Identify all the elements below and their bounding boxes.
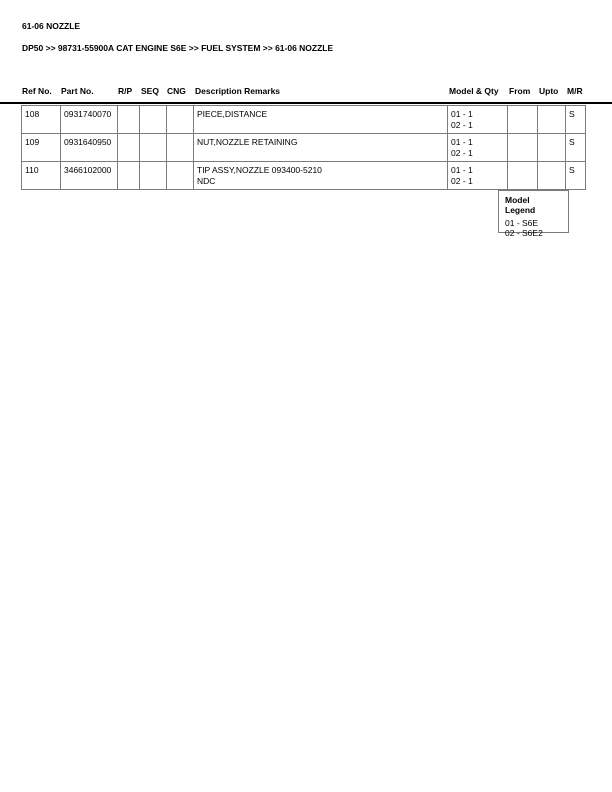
rp-cell (118, 106, 140, 134)
mr-cell: S (566, 162, 586, 190)
model-qty-line: 02 - 1 (451, 176, 473, 186)
model-legend-item: 02 - S6E2 (505, 228, 543, 238)
header-part-no: Part No. (61, 86, 94, 96)
header-seq: SEQ (141, 86, 159, 96)
ref-no-cell: 110 (22, 162, 61, 190)
seq-cell (140, 106, 167, 134)
table-row (22, 106, 586, 134)
header-from: From (509, 86, 531, 96)
from-cell (508, 106, 538, 134)
header-ref-no: Ref No. (22, 86, 52, 96)
description-line: NUT,NOZZLE RETAINING (197, 137, 298, 147)
mr-cell: S (566, 134, 586, 162)
model-qty-line: 01 - 1 (451, 109, 473, 119)
model-legend-title: Model Legend (505, 195, 536, 215)
header-divider (0, 102, 612, 104)
model-qty-line: 01 - 1 (451, 137, 473, 147)
model-qty-line: 01 - 1 (451, 165, 473, 175)
header-rp: R/P (118, 86, 133, 96)
header-description: Description Remarks (195, 86, 281, 96)
page-title: 61-06 NOZZLE (22, 21, 81, 31)
description-cell (194, 134, 448, 162)
model-qty-cell (448, 106, 508, 134)
cng-cell (167, 162, 194, 190)
header-upto: Upto (539, 86, 559, 96)
cng-cell (167, 106, 194, 134)
part-no-cell[interactable]: 3466102000 (61, 162, 118, 190)
header-mr: M/R (567, 86, 583, 96)
seq-cell (140, 134, 167, 162)
model-qty-line: 02 - 1 (451, 120, 473, 130)
model-qty-cell (448, 134, 508, 162)
mr-cell: S (566, 106, 586, 134)
model-legend-item: 01 - S6E (505, 218, 539, 228)
description-line: TIP ASSY,NOZZLE 093400-5210 (197, 165, 322, 175)
model-legend (498, 190, 569, 238)
parts-table (21, 105, 586, 190)
description-cell (194, 106, 448, 134)
rp-cell (118, 162, 140, 190)
ref-no-cell: 108 (22, 106, 61, 134)
part-no-cell[interactable]: 0931740070 (61, 106, 118, 134)
header-model-qty: Model & Qty (449, 86, 499, 96)
seq-cell (140, 162, 167, 190)
upto-cell (538, 106, 566, 134)
cng-cell (167, 134, 194, 162)
table-row (22, 162, 586, 190)
description-line: NDC (197, 176, 216, 186)
description-line: PIECE,DISTANCE (197, 109, 268, 119)
table-header (0, 86, 612, 102)
from-cell (508, 162, 538, 190)
from-cell (508, 134, 538, 162)
header-cng: CNG (167, 86, 186, 96)
ref-no-cell: 109 (22, 134, 61, 162)
upto-cell (538, 162, 566, 190)
part-no-cell[interactable]: 0931640950 (61, 134, 118, 162)
description-cell (194, 162, 448, 190)
rp-cell (118, 134, 140, 162)
model-qty-cell (448, 162, 508, 190)
upto-cell (538, 134, 566, 162)
model-qty-line: 02 - 1 (451, 148, 473, 158)
table-row (22, 134, 586, 162)
breadcrumb: DP50 >> 98731-55900A CAT ENGINE S6E >> FUEL SYSTEM >> 61-06 NOZZLE (22, 43, 334, 53)
